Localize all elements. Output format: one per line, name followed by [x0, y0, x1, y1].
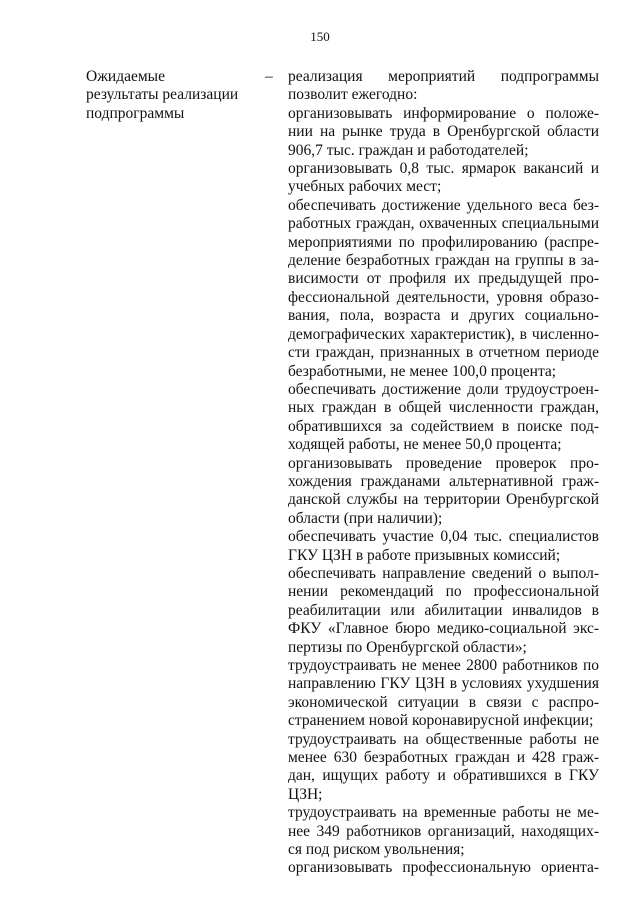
content-line: ходящей работы, не менее 50,0 процента;: [288, 436, 562, 454]
content-paragraph: [288, 105, 599, 160]
content-paragraph: [288, 804, 599, 859]
content-line: организовывать 0,8 тыс. ярмарок вакансий и: [288, 160, 599, 178]
content-line: обеспечивать направление сведений о выпол-: [288, 564, 599, 582]
content-line: обеспечивать участие 0,04 тыс. специалистов: [288, 528, 599, 546]
content-line: работных граждан, охваченных специальными: [288, 215, 599, 233]
content-paragraph: [288, 657, 599, 731]
content-line: безработными, не менее 100,0 процента;: [288, 362, 557, 380]
content-line: экономической ситуации в связи с распро-: [288, 693, 599, 711]
content-line: странением новой коронавирусной инфекции;: [288, 712, 594, 730]
content-line: направлению ГКУ ЦЗН в условиях ухудшения: [288, 675, 599, 693]
content-line: сти граждан, признанных в отчетном периоде: [288, 344, 599, 362]
content-line: нее 349 работников организаций, находящих-: [288, 822, 599, 840]
content-line: висимости от профиля их предыдущей про-: [288, 270, 599, 288]
page-number: 150: [310, 29, 330, 44]
content-paragraph: [288, 68, 599, 105]
section-label: [86, 68, 266, 123]
content-line: фессиональной деятельности, уровня образо-: [288, 288, 599, 306]
content-line: обеспечивать достижение доли трудоустроен-: [288, 380, 599, 398]
content-line: хождения гражданами альтернативной граж-: [288, 472, 599, 490]
content-line: трудоустраивать на временные работы не ме-: [288, 804, 599, 822]
content-paragraph: [288, 160, 599, 197]
content-paragraph: [288, 528, 599, 565]
content-line: реабилитации или абилитации инвалидов в: [288, 601, 599, 619]
content-line: мероприятиями по профилированию (распре-: [288, 233, 599, 251]
content-line: вания, пола, возраста и других социально-: [288, 307, 599, 325]
content-line: деление безработных граждан на группы в за-: [288, 252, 599, 270]
content-line: ЦЗН;: [288, 785, 323, 803]
separator-dash: –: [265, 68, 273, 85]
content-line: ГКУ ЦЗН в работе призывных комиссий;: [288, 546, 561, 564]
content-line: трудоустраивать на общественные работы не: [288, 730, 599, 748]
section-label-line: результаты реализации: [86, 86, 239, 104]
section-label-line: Ожидаемые: [86, 68, 165, 85]
content-line: демографических характеристик), в численно-: [288, 325, 599, 343]
content-paragraph: [288, 197, 599, 381]
content-line: дан, ищущих работу и обратившихся в ГКУ: [288, 767, 599, 785]
content-line: данской службы на территории Оренбургской: [288, 491, 599, 509]
content-paragraph: [288, 731, 599, 805]
content-line: обеспечивать достижение удельного веса без-: [288, 196, 599, 214]
content-paragraph: [288, 859, 599, 877]
content-line: нении рекомендаций по профессиональной: [288, 583, 599, 601]
content-line: пертизы по Оренбургской области»;: [288, 638, 527, 656]
content-line: ФКУ «Главное бюро медико-социальной экс-: [288, 620, 599, 638]
content-line: 906,7 тыс. граждан и работодателей;: [288, 141, 529, 159]
content-line: нии на рынке труда в Оренбургской области: [288, 123, 599, 141]
content-line: ных граждан в общей численности граждан,: [288, 399, 599, 417]
content-line: организовывать проведение проверок про-: [288, 454, 599, 472]
content-paragraph: [288, 381, 599, 455]
content-line: ся под риском увольнения;: [288, 841, 465, 859]
content-line: трудоустраивать не менее 2800 работников по: [288, 657, 599, 674]
content-line: обратившихся за содействием в поиске под-: [288, 417, 599, 435]
section-label-line: подпрограммы: [86, 104, 185, 122]
content-line: менее 630 безработных граждан и 428 граж-: [288, 749, 599, 767]
content-line: позволит ежегодно:: [288, 86, 418, 104]
content-line: организовывать профессиональную ориента-: [288, 859, 599, 877]
content-paragraph: [288, 565, 599, 657]
content-paragraph: [288, 455, 599, 529]
section-content: [288, 68, 599, 878]
content-line: области (при наличии);: [288, 509, 443, 527]
content-line: учебных рабочих мест;: [288, 178, 442, 196]
content-line: реализация мероприятий подпрограммы: [288, 68, 599, 85]
content-line: организовывать информирование о положе-: [288, 104, 599, 122]
